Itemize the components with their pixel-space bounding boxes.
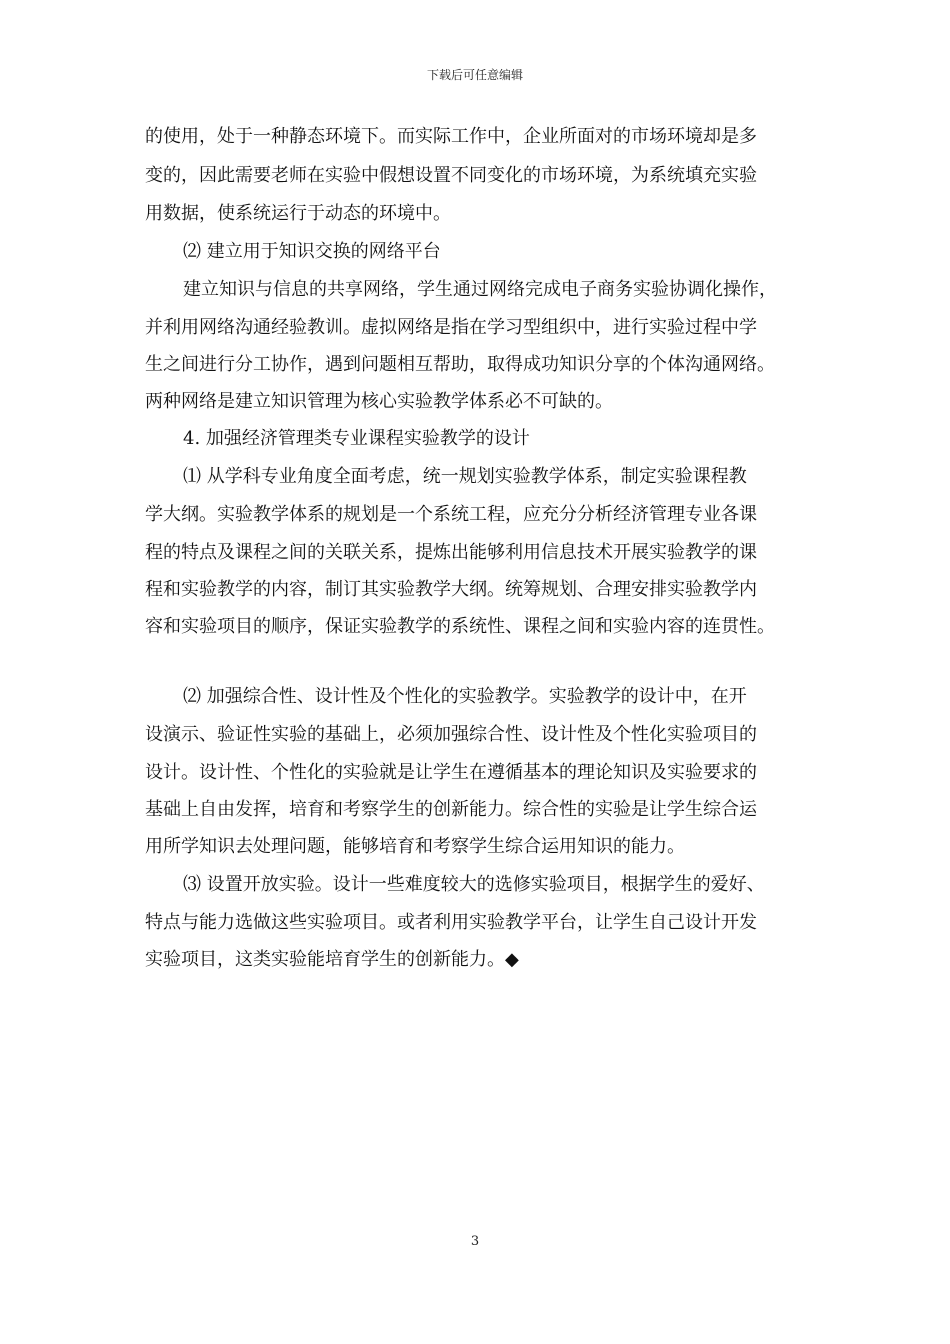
paragraph-line: 并利用网络沟通经验教训。虚拟网络是指在学习型组织中，进行实验过程中学 — [145, 317, 757, 338]
paragraph-line: ⑵ 加强综合性、设计性及个性化的实验教学。实验教学的设计中，在开 — [183, 686, 747, 707]
paragraph-line: 变的，因此需要老师在实验中假想设置不同变化的市场环境，为系统填充实验 — [145, 165, 757, 186]
paragraph-line: 容和实验项目的顺序，保证实验教学的系统性、课程之间和实验内容的连贯性。 — [145, 616, 775, 637]
section-heading: 4. 加强经济管理类专业课程实验教学的设计 — [183, 428, 530, 449]
paragraph-line: 用所学知识去处理问题，能够培育和考察学生综合运用知识的能力。 — [145, 836, 685, 857]
paragraph-line: 生之间进行分工协作，遇到问题相互帮助，取得成功知识分享的个体沟通网络。 — [145, 354, 775, 375]
paragraph-line: 基础上自由发挥，培育和考察学生的创新能力。综合性的实验是让学生综合运 — [145, 799, 757, 820]
paragraph-line: 程的特点及课程之间的关联关系，提炼出能够利用信息技术开展实验教学的课 — [145, 542, 757, 563]
paragraph-line: 用数据，使系统运行于动态的环境中。 — [145, 203, 451, 224]
paragraph-line: 设计。设计性、个性化的实验就是让学生在遵循基本的理论知识及实验要求的 — [145, 762, 757, 783]
page-number: 3 — [470, 1234, 480, 1249]
paragraph-line: 建立知识与信息的共享网络，学生通过网络完成电子商务实验协调化操作， — [183, 279, 777, 300]
paragraph-line: 的使用，处于一种静态环境下。而实际工作中，企业所面对的市场环境却是多 — [145, 126, 757, 147]
paragraph-line: ⑴ 从学科专业角度全面考虑，统一规划实验教学体系，制定实验课程教 — [183, 466, 747, 487]
paragraph-line: 学大纲。实验教学体系的规划是一个系统工程，应充分分析经济管理专业各课 — [145, 504, 757, 525]
paragraph-line: 两种网络是建立知识管理为核心实验教学体系必不可缺的。 — [145, 391, 613, 412]
page-header: 下载后可任意编辑 — [426, 68, 523, 82]
paragraph-line: ⑶ 设置开放实验。设计一些难度较大的选修实验项目，根据学生的爱好、 — [183, 874, 765, 895]
paragraph-line: 特点与能力选做这些实验项目。或者利用实验教学平台，让学生自己设计开发 — [145, 912, 757, 933]
section-heading: ⑵ 建立用于知识交换的网络平台 — [183, 241, 441, 262]
paragraph-line: 程和实验教学的内容，制订其实验教学大纲。统筹规划、合理安排实验教学内 — [145, 579, 757, 600]
paragraph-line: 实验项目，这类实验能培育学生的创新能力。◆ — [145, 949, 519, 970]
paragraph-line: 设演示、验证性实验的基础上，必须加强综合性、设计性及个性化实验项目的 — [145, 724, 757, 745]
